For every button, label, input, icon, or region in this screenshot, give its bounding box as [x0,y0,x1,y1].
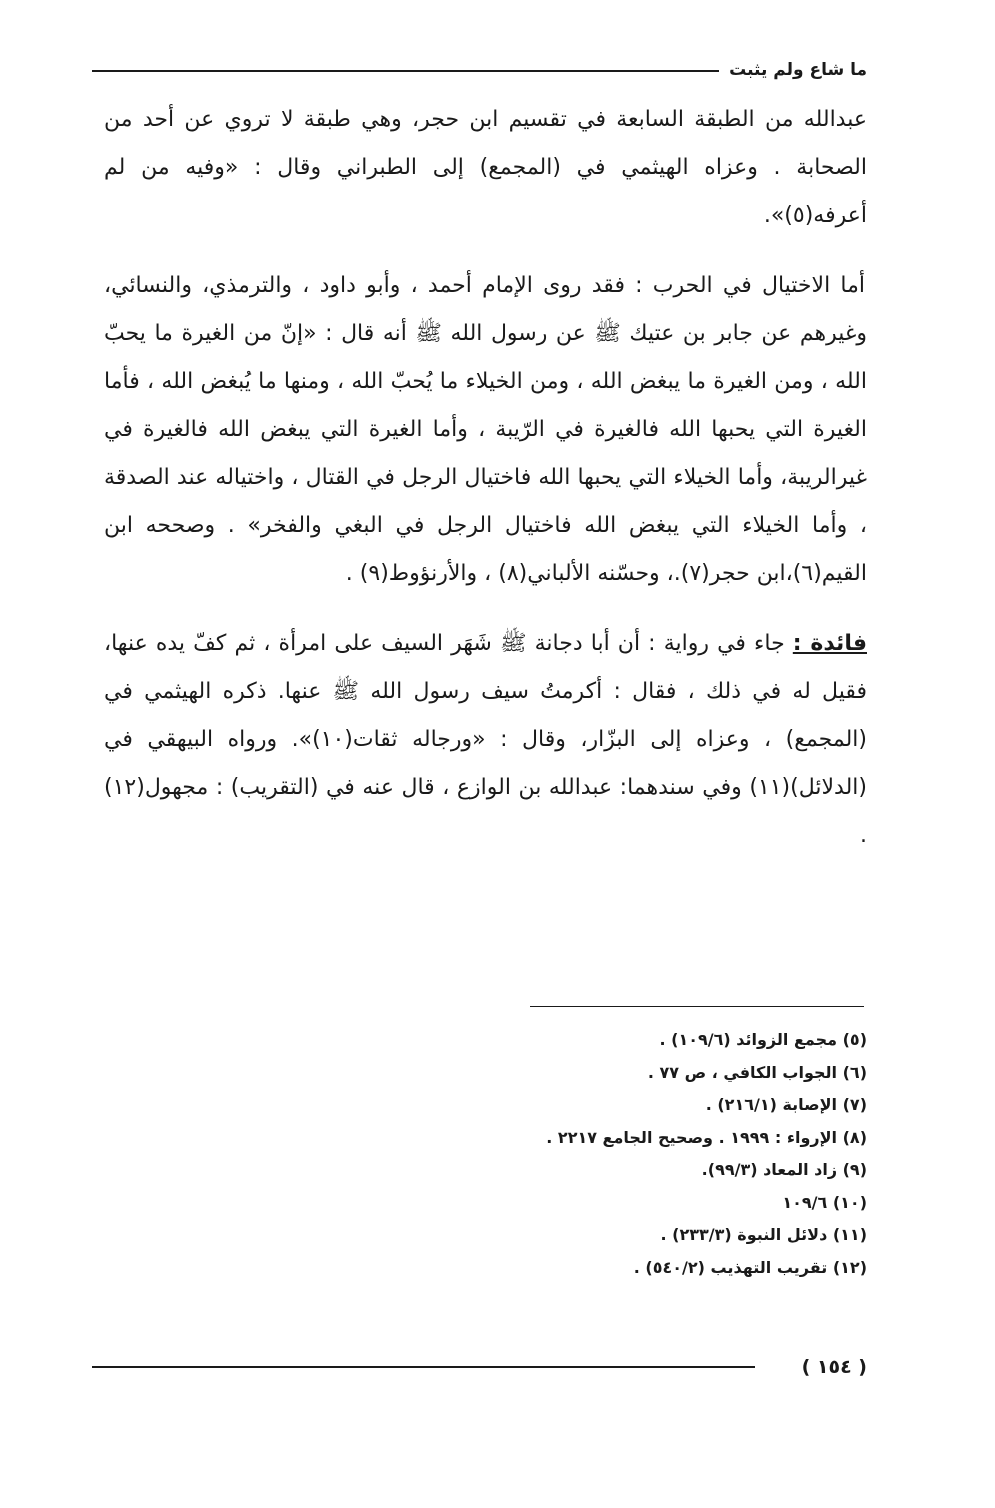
running-header [92,58,867,88]
footnote-10: (١٠) ١٠٩/٦ [782,1192,867,1212]
fawaid-label: فائدة : [792,631,867,656]
header-rule [92,70,719,72]
paragraph-continuation: عبدالله من الطبقة السابعة في تقسيم ابن حجر، وهي طبقة لا تروي عن أحد من الصحابة . وعزاه الهيثمي في (المجمع) إلى الطبراني وقال : «وفيه من لم أعرفه(٥)». [104,107,867,228]
footnote-12: (١٢) تقريب التهذيب (٥٤٠/٢) . [633,1257,867,1277]
footnote-separator [530,1006,864,1007]
footnote-7: (٧) الإصابة (٢١٦/١) . [705,1095,867,1114]
footnotes [367,1024,867,1284]
footer-rule [92,1366,755,1368]
running-header-title: ما شاع ولم يثبت [729,60,867,80]
page-number: ( ١٥٤ ) [801,1356,867,1378]
main-text [104,96,867,860]
footnote-6: (٦) الجواب الكافي ، ص ٧٧ . [647,1062,867,1082]
paragraph-fawaid [104,620,867,860]
footnote-11: (١١) دلائل النبوة (٢٣٣/٣) . [660,1225,867,1244]
footnote-5: (٥) مجمع الزوائد (١٠٩/٦) . [659,1030,867,1049]
footnote-9: (٩) زاد المعاد (٩٩/٣). [701,1160,867,1179]
paragraph-ikhtiyal: أما الاختيال في الحرب : فقد روى الإمام أحمد ، وأبو داود ، والترمذي، والنسائي، وغيرهم عن جابر بن عتيك ﷺ عن رسول الله ﷺ أنه قال : «إنّ من الغيرة ما يحبّ الله ، ومن الغيرة ما يبغض الله ، ومن الخيلاء ما يُحبّ الله ، ومنها ما يُبغض الله ، فأما الغيرة التي يحبها الله فالغيرة في الرّيبة ، وأما الغيرة التي يبغض الله فالغيرة في غيرالريبة، وأما الخيلاء التي يحبها الله فاختيال الرجل في القتال ، واختياله عند الصدقة ، وأما الخيلاء التي يبغض الله فاختيال الرجل في البغي والفخر» . وصححه ابن القيم(٦)،ابن حجر(٧).، وحسّنه الألباني(٨) ، والأرنؤوط(٩) . [104,273,867,586]
page-footer [92,1354,867,1384]
fawaid-text: جاء في رواية : أن أبا دجانة ﷺ شَهَر السيف على امرأة ، ثم كفّ يده عنها، فقيل له في ذلك ، فقال : أكرمتُ سيف رسول الله ﷺ عنها. ذكره الهيثمي في (المجمع) ، وعزاه إلى البزّار، وقال : «ورجاله ثقات(١٠)». ورواه البيهقي في (الدلائل)(١١) وفي سندهما: عبدالله بن الوازع ، قال عنه في (التقريب) : مجهول(١٢) . [104,631,867,848]
footnote-8: (٨) الإرواء : ١٩٩٩ . وصحيح الجامع ٢٢١٧ . [546,1127,867,1147]
